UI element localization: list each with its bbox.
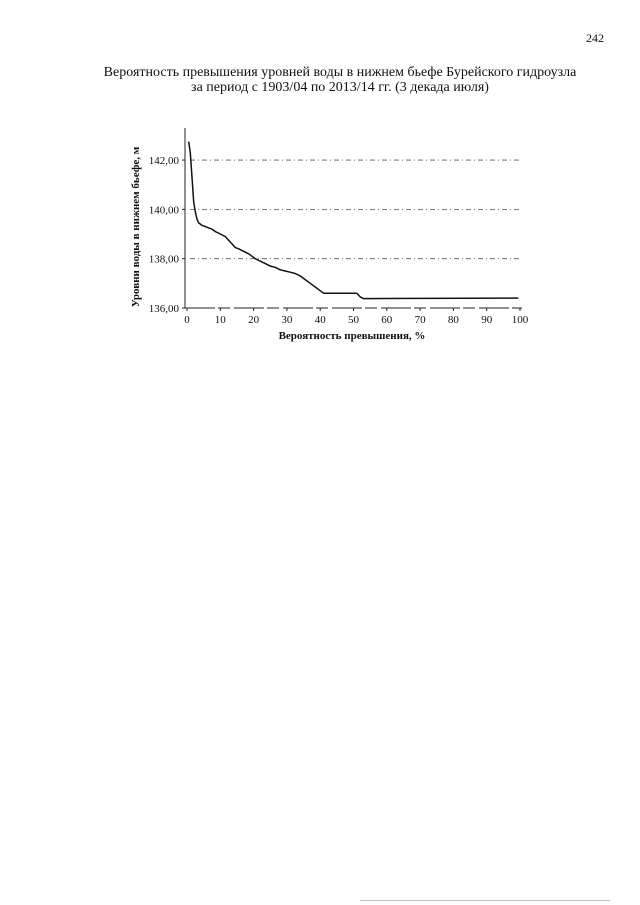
x-tick-label: 80	[447, 314, 459, 326]
y-tick-label: 138,00	[148, 253, 179, 266]
x-tick-label: 60	[381, 314, 393, 326]
x-tick-label: 20	[248, 314, 260, 326]
axis-ticks	[149, 155, 529, 326]
chart-title-line-2: за период с 1903/04 по 2013/14 гг. (3 декада июля)	[191, 80, 489, 95]
x-tick-label: 40	[314, 314, 326, 326]
x-tick-label: 30	[281, 314, 293, 326]
y-axis-label: Уровни воды в нижнем бьефе, м	[130, 146, 142, 308]
x-tick-label: 90	[481, 314, 493, 326]
x-tick-label: 10	[214, 314, 226, 326]
x-axis-label: Вероятность превышения, %	[278, 330, 426, 342]
series	[189, 142, 519, 299]
x-tick-label: 100	[511, 314, 529, 326]
chart-title-line-1: Вероятность превышения уровней воды в нижнем бьефе Бурейского гидроузла	[103, 65, 577, 80]
x-tick-label: 0	[184, 314, 190, 326]
y-tick-label: 140,00	[148, 204, 179, 217]
x-tick-label: 50	[348, 314, 359, 326]
x-tick-label: 70	[414, 314, 426, 326]
y-tick-label: 142,00	[148, 155, 179, 168]
grid-lines	[190, 160, 520, 259]
series-line	[189, 142, 519, 299]
page-number: 242	[586, 31, 604, 45]
axes	[185, 128, 522, 308]
bottom-rule	[360, 900, 610, 901]
y-tick-label: 136,00	[148, 303, 179, 315]
